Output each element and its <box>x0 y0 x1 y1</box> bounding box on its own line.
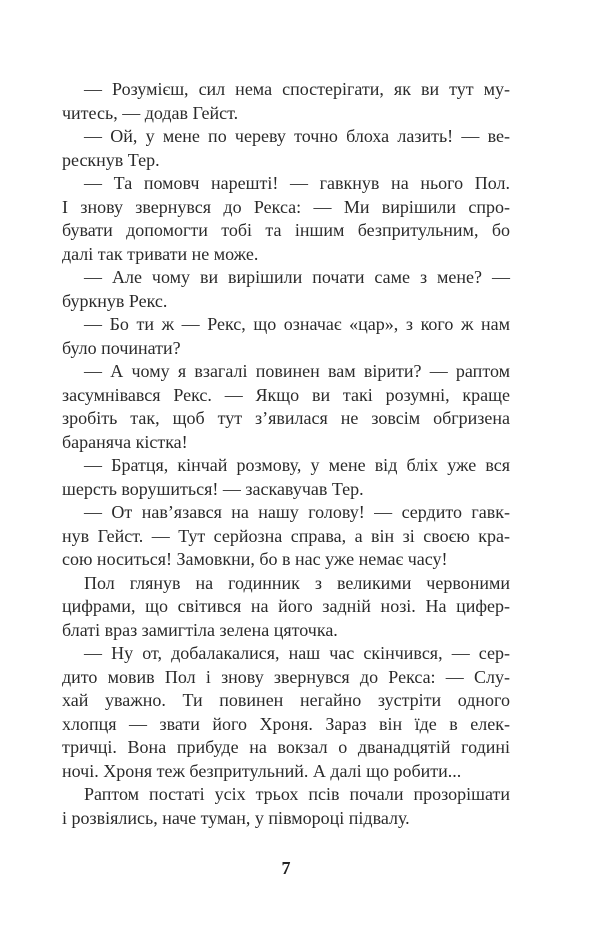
text-line: нув Гейст. — Тут серйозна справа, а він зі своєю кра- <box>62 525 510 546</box>
text-line: зробіть так, щоб тут з’явилася не зовсім обгризена <box>62 408 510 428</box>
text-line: цифрами, що світився на його задній нозі. На цифер- <box>62 596 510 616</box>
text-line: — Ну от, добалакалися, наш час скінчився, — сер- <box>84 643 510 663</box>
text-line: шерсть ворушиться! — заскавучав Тер. <box>62 478 364 499</box>
paragraph <box>62 454 510 501</box>
text-line: бувати допомогти тобі та іншим безпритульним, бо <box>62 220 510 240</box>
paragraph <box>62 783 510 830</box>
paragraph <box>62 125 510 172</box>
paragraph <box>62 360 510 454</box>
text-line: хлопця — звати його Хроня. Зараз він їде в елек- <box>62 713 510 734</box>
paragraph <box>62 266 510 313</box>
text-line: сою носиться! Замовкни, бо в нас уже немає часу! <box>62 549 448 569</box>
text-line: — Але чому ви вирішили почати саме з мене? — <box>84 267 510 287</box>
text-line: і розвіялись, наче туман, у півмороці підвалу. <box>62 807 410 828</box>
text-line: читесь, — додав Гейст. <box>62 102 239 123</box>
text-line: рескнув Тер. <box>62 149 160 170</box>
text-line: було починати? <box>62 337 181 358</box>
text-line: засумнівався Рекс. — Якщо ви такі розумні, краще <box>62 384 510 405</box>
text-line: — Ой, у мене по череву точно блоха лазить! — ве- <box>84 126 510 146</box>
text-line: хай уважно. Ти повинен негайно зустріти одного <box>62 690 510 710</box>
page-body-text <box>62 78 510 830</box>
text-line: — От нав’язався на нашу голову! — сердито гавк- <box>84 502 510 522</box>
text-line: — Братця, кінчай розмову, у мене від бліх уже вся <box>84 455 510 475</box>
paragraph <box>62 78 510 125</box>
text-line: — Та помовч нарешті! — гавкнув на нього Пол. <box>84 173 510 193</box>
text-line: Пол глянув на годинник з великими червоними <box>84 572 510 593</box>
page-number: 7 <box>281 858 291 878</box>
paragraph <box>62 501 510 572</box>
text-line: — А чому я взагалі повинен вам вірити? — раптом <box>84 361 510 381</box>
text-line: дито мовив Пол і знову звернувся до Рекса: — Слу- <box>62 666 510 687</box>
text-line: Раптом постаті усіх трьох псів почали прозорішати <box>84 784 510 804</box>
text-line: — Бо ти ж — Рекс, що означає «цар», з кого ж нам <box>84 314 510 334</box>
paragraph <box>62 642 510 783</box>
text-line: далі так тривати не може. <box>62 243 259 264</box>
text-line: ночі. Хроня теж безпритульний. А далі що робити... <box>62 760 462 781</box>
text-line: бараняча кістка! <box>62 431 188 452</box>
paragraph <box>62 572 510 643</box>
text-line: тричці. Вона прибуде на вокзал о дванадцятій годині <box>62 737 510 757</box>
text-line: — Розумієш, сил нема спостерігати, як ви тут му- <box>84 79 510 99</box>
paragraph <box>62 172 510 266</box>
text-line: блаті враз замигтіла зелена цяточка. <box>62 619 338 640</box>
text-line: буркнув Рекс. <box>62 290 168 311</box>
text-line: І знову звернувся до Рекса: — Ми вирішили спро- <box>62 196 510 217</box>
paragraph <box>62 313 510 360</box>
